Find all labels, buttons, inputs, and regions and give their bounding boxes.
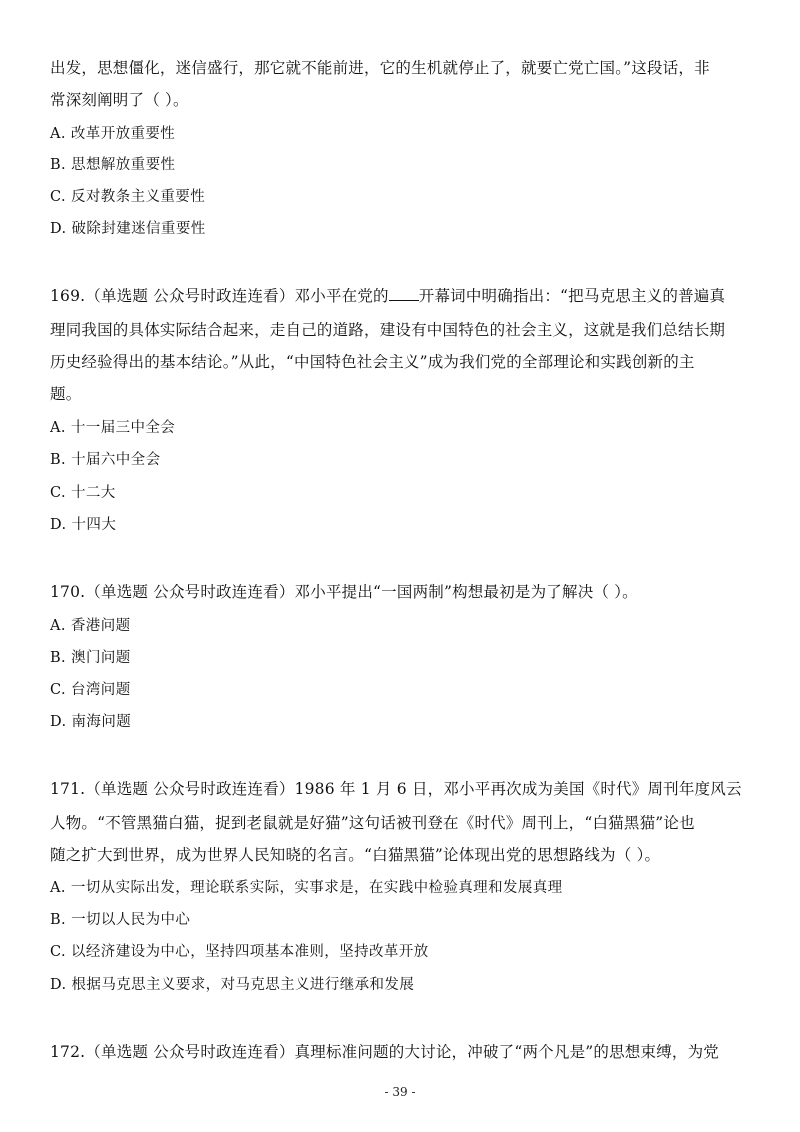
q170-text-line-1: 170.（单选题 公众号时政连连看）邓小平提出“一国两制”构想最初是为了解决（ ）。 xyxy=(50,583,638,601)
q169-option-c: C. 十二大 xyxy=(50,485,116,501)
q171-option-b: B. 一切以人民为中心 xyxy=(50,912,191,928)
q169-option-a: A. 十一届三中全会 xyxy=(50,420,176,436)
q170-option-a: A. 香港问题 xyxy=(50,618,131,634)
fill-in-blank xyxy=(389,286,419,301)
q168-option-a: A. 改革开放重要性 xyxy=(50,126,176,142)
q168-text-line-1: 出发，思想僵化，迷信盛行，那它就不能前进，它的生机就停止了，就要亡党亡国。”这段话，非 xyxy=(50,59,710,77)
q170-option-d: D. 南海问题 xyxy=(50,714,132,730)
q169-text-line-4: 题。 xyxy=(50,385,82,403)
q171-text-line-2: 人物。“不管黑猫白猫，捉到老鼠就是好猫”这句话被刊登在《时代》周刊上，“白猫黑猫”论也 xyxy=(50,814,695,832)
q170-option-b: B. 澳门问题 xyxy=(50,650,131,666)
q169-text-before-blank: 169.（单选题 公众号时政连连看）邓小平在党的 xyxy=(50,287,389,305)
q169-option-b: B. 十届六中全会 xyxy=(50,452,161,468)
page-number: - 39 - xyxy=(384,1085,416,1099)
q170-option-c: C. 台湾问题 xyxy=(50,682,131,698)
q168-text-line-2: 常深刻阐明了（ ）。 xyxy=(50,91,189,109)
q168-option-d: D. 破除封建迷信重要性 xyxy=(50,221,206,237)
q168-option-b: B. 思想解放重要性 xyxy=(50,157,176,173)
q168-option-c: C. 反对教条主义重要性 xyxy=(50,189,206,205)
q171-option-a: A. 一切从实际出发，理论联系实际，实事求是，在实践中检验真理和发展真理 xyxy=(50,880,563,896)
q169-text-line-1 xyxy=(50,286,762,306)
q171-text-line-1: 171.（单选题 公众号时政连连看）1986 年 1 月 6 日，邓小平再次成为美国《时代》周刊年度风云 xyxy=(50,780,742,798)
q169-text-line-3: 历史经验得出的基本结论。”从此，“中国特色社会主义”成为我们党的全部理论和实践创新的主 xyxy=(50,353,695,371)
q172-text-line-1: 172.（单选题 公众号时政连连看）真理标准问题的大讨论，冲破了“两个凡是”的思想束缚，为党 xyxy=(50,1043,719,1061)
q169-text-line-2: 理同我国的具体实际结合起来，走自己的道路，建设有中国特色的社会主义，这就是我们总结长期 xyxy=(50,321,726,339)
q171-text-line-3: 随之扩大到世界，成为世界人民知晓的名言。“白猫黑猫”论体现出党的思想路线为（ ）。 xyxy=(50,846,661,864)
q171-option-c: C. 以经济建设为中心，坚持四项基本准则，坚持改革开放 xyxy=(50,944,429,960)
q169-option-d: D. 十四大 xyxy=(50,517,117,533)
q169-text-after-blank: 开幕词中明确指出：“把马克思主义的普遍真 xyxy=(418,287,726,305)
q171-option-d: D. 根据马克思主义要求，对马克思主义进行继承和发展 xyxy=(50,977,415,993)
